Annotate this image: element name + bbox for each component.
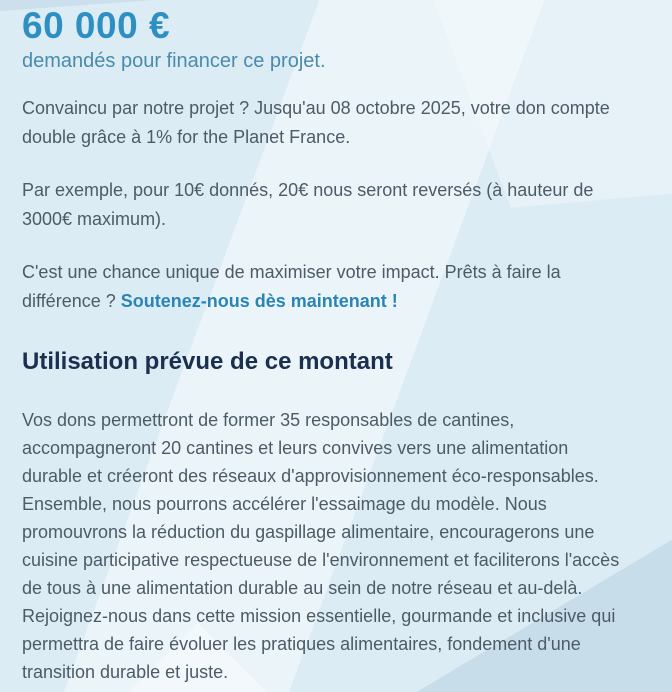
funding-amount-subtitle: demandés pour financer ce projet. xyxy=(22,50,326,72)
pitch-paragraph-cta xyxy=(22,258,622,316)
pitch-paragraph-example: Par exemple, pour 10€ donnés, 20€ nous seront reversés (à hauteur de 3000€ maximum). xyxy=(22,180,594,229)
support-now-link[interactable]: Soutenez-nous dès maintenant ! xyxy=(120,291,398,311)
funding-amount: 60 000 € xyxy=(22,5,171,46)
pitch-cta-sentence: C'est une chance unique de maximiser votre impact. Prêts à faire la différence ? xyxy=(22,262,561,311)
usage-description-paragraph: Vos dons permettront de former 35 responsables de cantines, accompagneront 20 cantines et leurs convives vers une alimentation durable et créeront des réseaux d'approvisionnement éco-responsables. Ensemble, nous pourrons accélérer l'essaimage du modèle. Nous promouvrons la réduction du gaspillage alimentaire, encouragerons une cuisine participative respectueuse de l'environnement et faciliterons l'accès de tous à une alimentation durable au sein de notre réseau et au-delà. Rejoignez-nous dans cette mission essentielle, gourmande et inclusive qui permettra de faire évoluer les pratiques alimentaires, fondement d'une transition durable et juste. xyxy=(22,410,620,682)
usage-section-heading: Utilisation prévue de ce montant xyxy=(22,348,393,375)
pitch-paragraph-matching: Convaincu par notre projet ? Jusqu'au 08 octobre 2025, votre don compte double grâce à 1% for the Planet France. xyxy=(22,98,610,147)
